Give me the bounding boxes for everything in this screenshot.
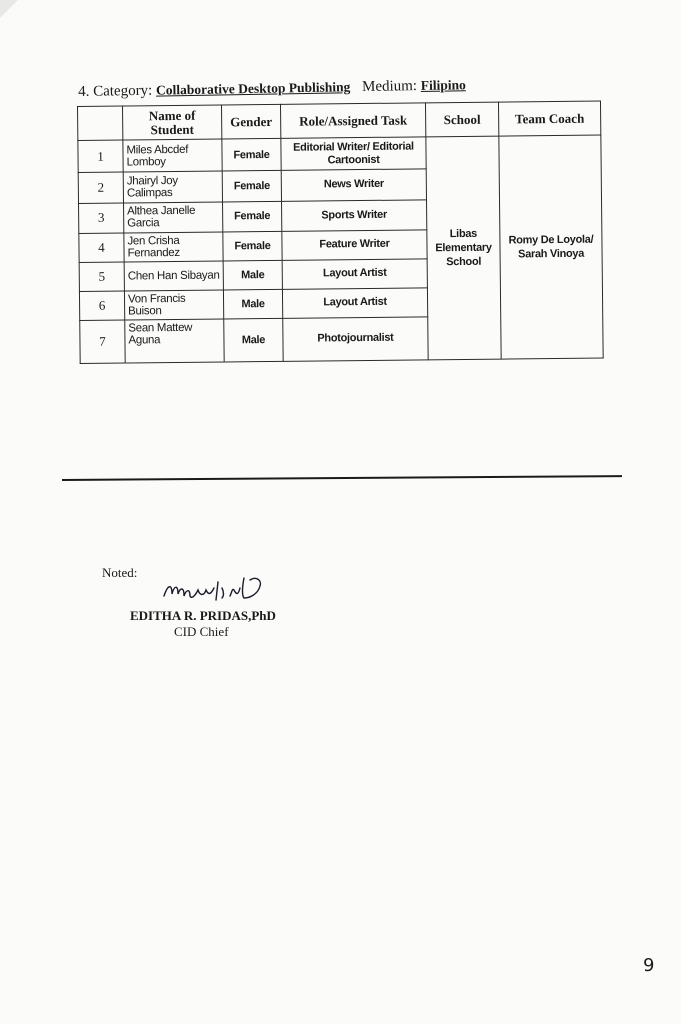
table-row: [78, 135, 601, 172]
header-name: Name of Student: [123, 105, 222, 140]
category-heading: [78, 77, 466, 101]
student-gender: Female: [223, 201, 282, 232]
signer-name: EDITHA R. PRIDAS,PhD: [130, 608, 276, 623]
coach-cell: Romy De Loyola/ Sarah Vinoya: [499, 135, 603, 359]
student-role: Layout Artist: [282, 288, 427, 318]
student-role: News Writer: [281, 169, 426, 201]
row-number: 3: [79, 203, 124, 233]
category-value: Collaborative Desktop Publishing: [155, 79, 351, 98]
student-gender: Male: [223, 289, 282, 319]
student-role: Photojournalist: [283, 316, 428, 361]
row-number: 4: [79, 233, 124, 262]
folded-corner: [0, 0, 18, 18]
header-number: [78, 106, 123, 140]
student-role: Layout Artist: [282, 259, 427, 289]
row-number: 7: [80, 320, 125, 364]
student-name: Von Francis Buison: [124, 290, 223, 320]
student-gender: Male: [223, 260, 282, 290]
student-roster-table: [77, 101, 604, 364]
signer-title: CID Chief: [174, 624, 229, 639]
medium-value: Filipino: [420, 77, 466, 94]
student-role: Sports Writer: [282, 200, 427, 231]
section-divider: [62, 475, 622, 481]
student-role: Feature Writer: [282, 230, 427, 260]
student-gender: Female: [222, 138, 281, 171]
page-number: 9: [643, 955, 655, 976]
student-name: Miles Abcdef Lomboy: [123, 139, 222, 172]
row-number: 5: [79, 262, 124, 291]
student-name: Althea Janelle Garcia: [124, 202, 223, 233]
student-name: Jen Crisha Fernandez: [124, 232, 223, 262]
category-prefix: 4. Category:: [78, 82, 153, 100]
header-gender: Gender: [221, 104, 280, 139]
row-number: 1: [78, 140, 123, 172]
header-role: Role/Assigned Task: [280, 103, 425, 139]
student-gender: Female: [223, 231, 282, 261]
row-number: 2: [78, 172, 123, 203]
student-gender: Female: [222, 170, 281, 202]
header-school: School: [425, 102, 498, 137]
row-number: 6: [79, 291, 124, 320]
school-cell: Libas Elementary School: [426, 136, 501, 360]
student-name: Sean Mattew Aguna: [125, 319, 224, 363]
medium-label: Medium:: [361, 78, 418, 96]
student-gender: Male: [224, 318, 283, 362]
student-role: Editorial Writer/ Editorial Cartoonist: [281, 137, 426, 171]
student-name: Chen Han Sibayan: [124, 261, 223, 291]
student-name: Jhairyl Joy Calimpas: [123, 171, 222, 203]
noted-label: Noted:: [102, 565, 138, 580]
header-coach: Team Coach: [498, 101, 600, 136]
table-header-row: [78, 101, 601, 140]
